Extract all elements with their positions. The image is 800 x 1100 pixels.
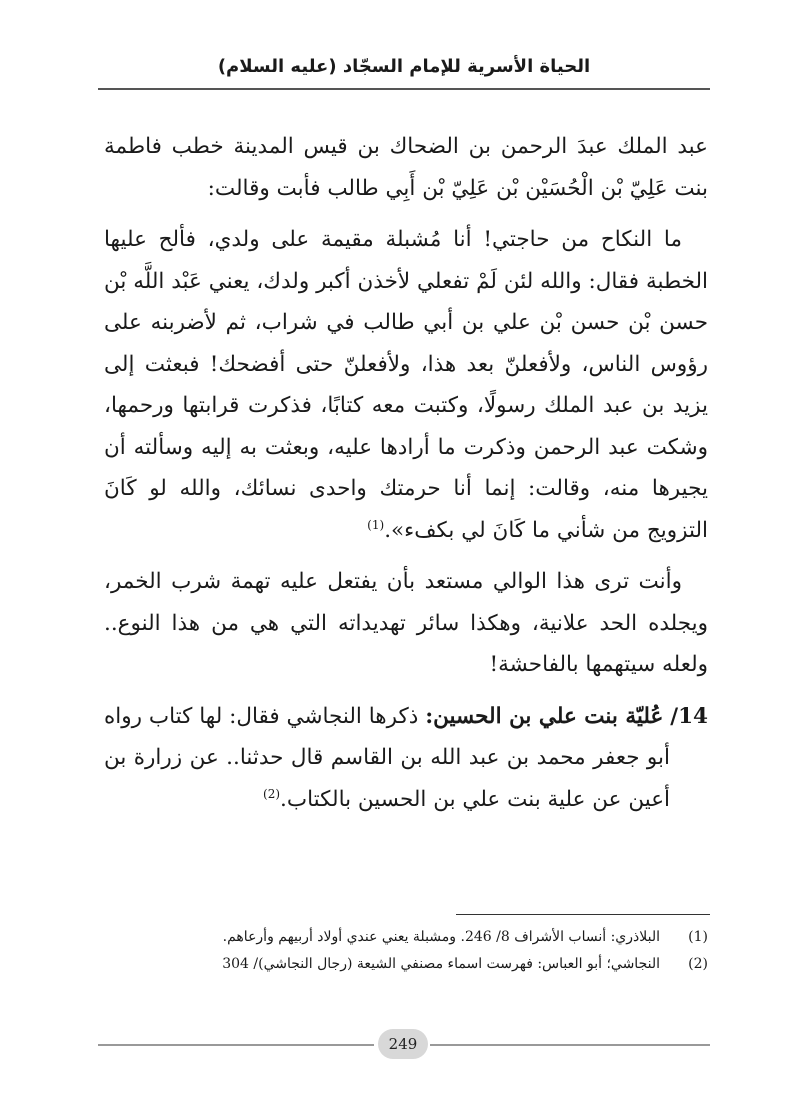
main-text: [104, 126, 708, 820]
footnote-number: (1): [688, 929, 708, 945]
footnote-text: النجاشي؛ أبو العباس: فهرست اسماء مصنفي الشيعة (رجال النجاشي)/ 304: [222, 956, 660, 972]
entry-number: 14/: [670, 703, 708, 729]
page-number-rule-right: [430, 1044, 710, 1046]
paragraph-1: عبد الملك عبدَ الرحمن بن الضحاك بن قيس المدينة خطب فاطمة بنت عَلِيّ بْن الْحُسَيْن بْن عَلِيّ بْن أَبِي طالب فأبت وقالت:: [104, 134, 708, 201]
entry-name: عُليّة بنت علي بن الحسين:: [425, 703, 664, 729]
page-number: 249: [378, 1029, 428, 1059]
footnote-text: البلاذري: أنساب الأشراف 8/ 246. ومشبلة يعني عندي أولاد أربيهم وأرعاهم.: [222, 929, 660, 945]
footnote-number: (2): [688, 956, 708, 972]
footnote-separator: [456, 914, 710, 915]
footnote-ref-2[interactable]: (2): [263, 786, 281, 801]
page-number-rule-left: [98, 1044, 374, 1046]
footnote-2: [104, 951, 708, 978]
entry-text: ذكرها النجاشي فقال: لها كتاب رواه أبو جعفر محمد بن عبد الله بن القاسم قال حدثنا.. عن زرارة بن أعين عن علية بنت علي بن الحسين بالكتاب.: [104, 703, 670, 812]
paragraph-2: [104, 219, 708, 551]
footnotes: [104, 924, 708, 978]
header-title: الحياة الأسرية للإمام السجّاد (عليه السلام): [217, 56, 591, 77]
paragraph-4: [104, 696, 708, 821]
running-header: [98, 48, 710, 94]
header-rule: [98, 88, 710, 90]
paragraph-3: وأنت ترى هذا الوالي مستعد بأن يفتعل عليه تهمة شرب الخمر، ويجلده الحد علانية، وهكذا سائر تهديداته التي هي من هذا النوع.. ولعله سيتهمها بالفاحشة!: [104, 569, 708, 677]
footnote-ref-1[interactable]: (1): [367, 517, 385, 532]
paragraph-2-text: ما النكاح من حاجتي! أنا مُشبلة مقيمة على ولدي، فألح عليها الخطبة فقال: والله لئن لَمْ تفعلي لأخذن أكبر ولدك، يعني عَبْد اللَّه بْن حسن بْن حسن بْن علي بن أبي طالب في شراب، ثم لأضربنه على رؤوس الناس، ولأفعلنّ بعد هذا، ولأفعلنّ حتى أفضحك! فبعثت إلى يزيد بن عبد الملك رسولًا، وكتبت معه كتابًا، فذكرت قرابتها ورحمها، وشكت عبد الرحمن وذكرت ما أرادها عليه، وبعثت به إليه وسألته أن يجيرها منه، وقالت: إنما أنا حرمتك واحدى نسائك، والله لو كَانَ التزويج من شأني ما كَانَ لي بكفء».: [104, 227, 708, 543]
footnote-1: [104, 924, 708, 951]
